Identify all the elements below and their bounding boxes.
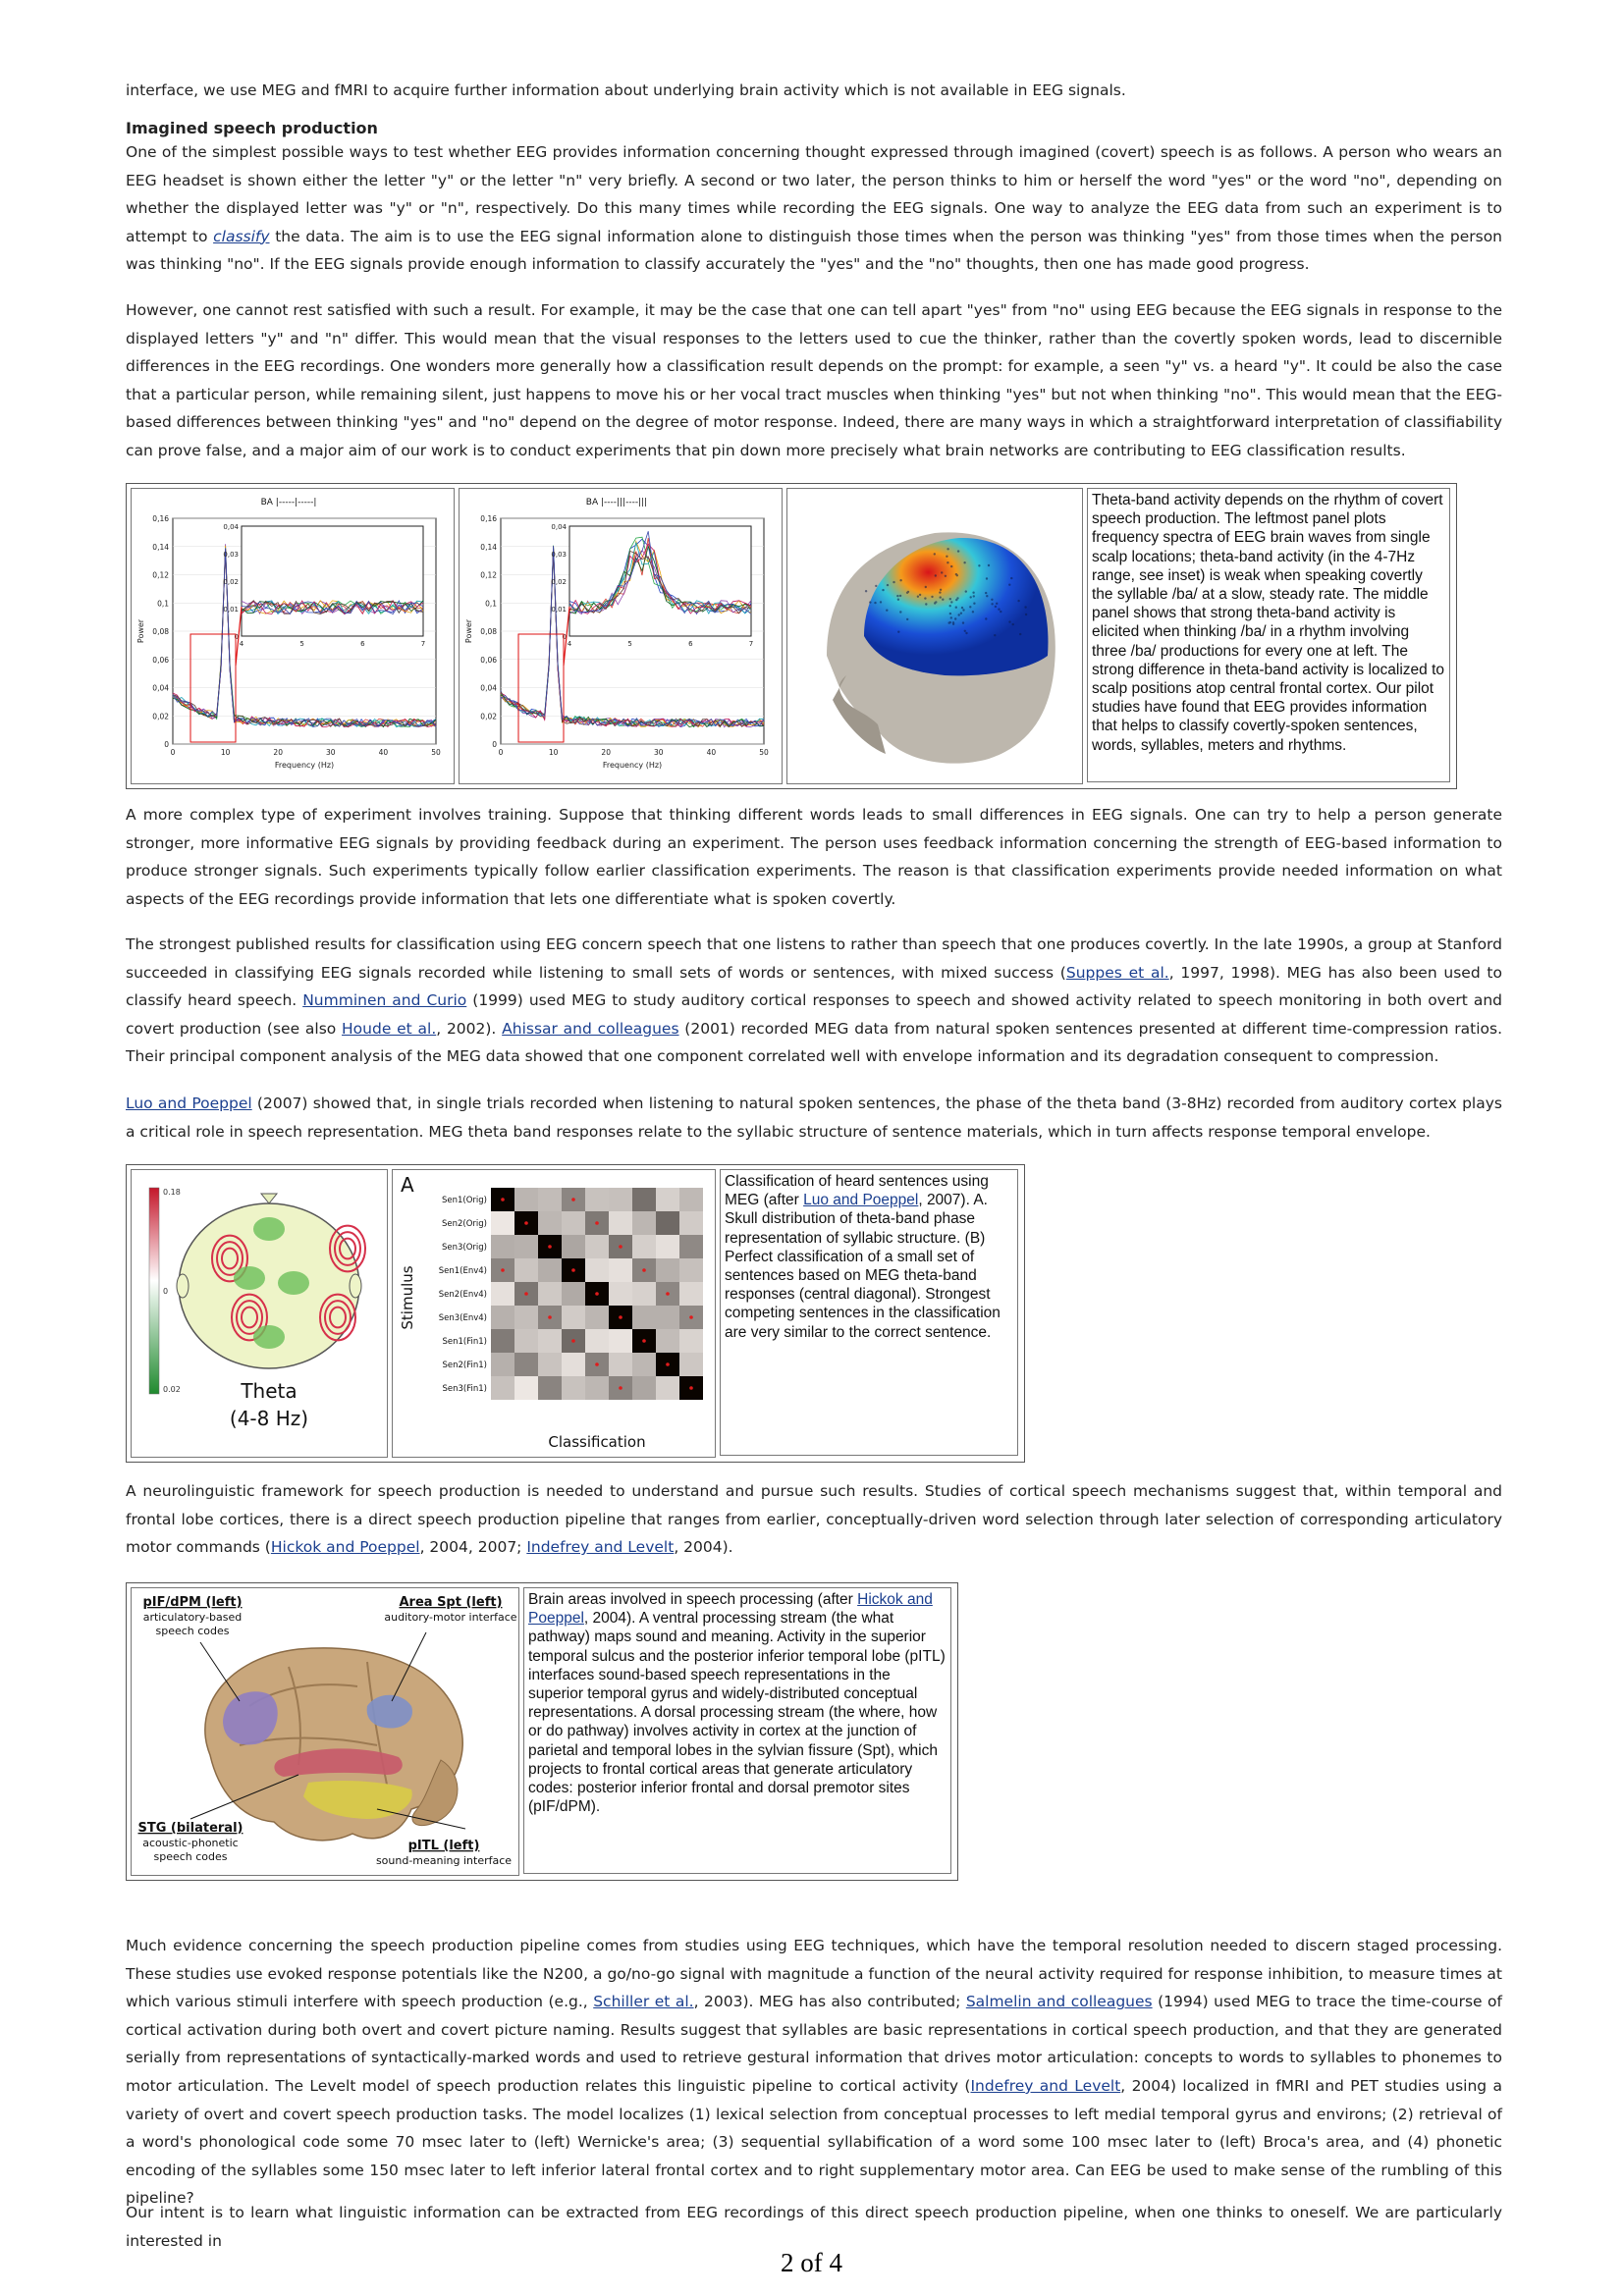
matrix-y-label: Stimulus (399, 1265, 416, 1330)
electrode-dot (1025, 614, 1027, 615)
theta-label: Theta (241, 1379, 298, 1403)
fig3-hickok-poeppel-link[interactable]: Hickok and Poeppel (528, 1591, 933, 1628)
indefrey-levelt-link-2[interactable]: Indefrey and Levelt (970, 2076, 1121, 2095)
x-tick-label: 20 (601, 748, 611, 757)
electrode-dot (978, 564, 980, 566)
inset-y-tick: 0,04 (551, 523, 567, 531)
inset-y-tick: 0,01 (551, 606, 567, 614)
intro-paragraph (126, 77, 1502, 105)
inset-y-tick: 0,01 (223, 606, 239, 614)
confusion-matrix (392, 1169, 716, 1458)
inset-y-tick: 0 (562, 633, 567, 641)
x-tick-label: 30 (654, 748, 664, 757)
inset-y-tick: 0,03 (551, 551, 567, 559)
electrode-dot (986, 577, 988, 579)
theta-topomap-image (132, 1170, 387, 1457)
matrix-cell (656, 1329, 679, 1353)
matrix-cell (609, 1211, 632, 1235)
matrix-cell (679, 1258, 703, 1282)
electrode-dot (899, 611, 901, 613)
matrix-marker (501, 1198, 505, 1201)
matrix-marker (571, 1198, 575, 1201)
x-axis-label: Frequency (Hz) (274, 761, 335, 770)
y-tick-label: 0,08 (152, 627, 169, 636)
matrix-cell (585, 1376, 609, 1400)
inset-x-tick: 6 (688, 640, 693, 648)
label-pitl-sub1: sound-meaning interface (375, 1854, 513, 1867)
scalp-topography (786, 488, 1083, 784)
paragraph-yes-no: One of the simplest possible ways to test whether EEG provides information concerning thought expressed through imagined (covert) speech is as follows. A person who wears an EEG headset is shown either the letter "y" or the letter "n" very briefly. A second or two later, the person thinks to him or herself the word "yes" or the word "no", depending on whether the displayed letter was "y" or "n", respectively. Do this many times while recording the EEG signals. One way to analyze the EEG data from such an experiment is to attempt to classify the data. The aim is to use the EEG signal information alone to distinguish those times when the person was thinking "yes" from those times when the person was thinking "no". If the EEG signals provide enough information to classify accurately the "yes" and the "no" thoughts, then one has made good progress. (126, 143, 1502, 274)
electrode-dot (887, 584, 889, 586)
label-area-spt: Area Spt (left) (399, 1595, 503, 1610)
electrode-dot (962, 621, 964, 623)
electrode-dot (1017, 600, 1019, 602)
matrix-row-label: Sen1(Fin1) (442, 1337, 487, 1347)
paragraph-training: A more complex type of experiment involves training. Suppose that thinking different words leads to small differences in EEG signals. One can try to help a person generate stronger, more informative EEG signals by providing feedback during an experiment. The person uses feedback information concerning the strength of EEG-based information to produce stronger signals. Such experiments typically follow earlier classification experiments. The reason is that classification experiments provide needed information on what aspects of the EEG recordings provide information that lets one differentiate what is spoken covertly. (126, 806, 1502, 908)
electrode-dot (952, 621, 954, 623)
matrix-cell (632, 1353, 656, 1376)
electrode-dot (964, 630, 966, 632)
electrode-dot (962, 609, 964, 611)
electrode-dot (949, 613, 951, 614)
electrode-dot (935, 574, 937, 576)
x-tick-label: 20 (273, 748, 283, 757)
electrode-dot (965, 590, 967, 592)
electrode-dot (954, 617, 956, 619)
inset-x-tick: 7 (748, 640, 754, 648)
electrode-dot (949, 598, 951, 600)
electrode-dot (893, 581, 894, 583)
matrix-cell (632, 1306, 656, 1329)
matrix-cell (491, 1306, 514, 1329)
spectrum-chart-steady (132, 489, 454, 783)
matrix-cell (656, 1376, 679, 1400)
matrix-cell (538, 1258, 562, 1282)
y-tick-label: 0 (492, 740, 497, 749)
salmelin-link[interactable]: Salmelin and colleagues (965, 1993, 1153, 2011)
ahissar-link[interactable]: Ahissar and colleagues (502, 1019, 679, 1038)
label-pif-dpm: pIF/dPM (left) (142, 1595, 243, 1610)
electrode-dot (1019, 633, 1021, 635)
section-imagined-speech (126, 118, 1502, 139)
matrix-row-label: Sen2(Orig) (442, 1219, 487, 1229)
numminen-curio-link[interactable]: Numminen and Curio (302, 991, 467, 1010)
brain-lateral-view-image (132, 1588, 518, 1875)
matrix-cell (632, 1282, 656, 1306)
houde-link[interactable]: Houde et al. (342, 1019, 437, 1038)
matrix-cell (562, 1235, 585, 1258)
topo-negative-area (278, 1271, 309, 1295)
matrix-cell (632, 1211, 656, 1235)
electrode-dot (955, 599, 957, 601)
paragraph-caveats: However, one cannot rest satisfied with such a result. For example, it may be the case that one can tell apart "yes" from "no" using EEG because the EEG signals in response to the displayed letters "y" and "n" differ. This would mean that the visual responses to the letters used to cue the thinker, rather than the covertly spoken words, lead to discernible differences in the EEG recordings. One wonders more generally how a classification result depends on the prompt: for example, a seen "y" vs. a heard "y". It could be also the case that a particular person, while remaining silent, just happens to move his or her vocal tract muscles when thinking "yes" but not when thinking "no". This would mean that the EEG-based differences between thinking "yes" and "no" depend on the degree of motor response. Indeed, there are many ways in which a straightforward interpretation of classifiability can prove false, and a major aim of our work is to conduct experiments that pin down more precisely what brain networks are contributing to EEG classification results. (126, 301, 1502, 459)
matrix-cell (514, 1306, 538, 1329)
matrix-marker (619, 1315, 622, 1319)
matrix-cell (585, 1188, 609, 1211)
matrix-cell (514, 1353, 538, 1376)
electrode-dot (965, 632, 967, 634)
matrix-cell (585, 1258, 609, 1282)
electrode-dot (1008, 620, 1010, 622)
label-pitl: pITL (left) (407, 1839, 480, 1853)
electrode-dot (945, 575, 947, 577)
electrode-dot (896, 595, 898, 597)
electrode-dot (985, 592, 987, 594)
matrix-cell (679, 1235, 703, 1258)
inset-frame (242, 526, 423, 636)
electrode-dot (972, 592, 974, 594)
matrix-cell (656, 1258, 679, 1282)
scale-bot-label: 0.02 (163, 1385, 181, 1394)
confusion-matrix-chart (393, 1170, 715, 1457)
fig2-luo-poeppel-link[interactable]: Luo and Poeppel (803, 1192, 919, 1209)
y-tick-label: 0,16 (480, 514, 497, 523)
y-tick-label: 0,04 (152, 683, 169, 693)
matrix-cell (514, 1329, 538, 1353)
y-axis-label: Power (136, 618, 145, 644)
matrix-cell (491, 1211, 514, 1235)
scale-top-label: 0.18 (163, 1188, 181, 1197)
electrode-dot (919, 594, 921, 596)
matrix-row-label: Sen1(Env4) (438, 1266, 487, 1276)
matrix-cell (679, 1282, 703, 1306)
electrode-dot (942, 599, 944, 601)
electrode-dot (991, 603, 993, 605)
electrode-dot (957, 550, 959, 552)
figure-meg-classification (126, 1164, 1025, 1463)
matrix-cell (585, 1235, 609, 1258)
matrix-cell (491, 1235, 514, 1258)
matrix-marker (619, 1386, 622, 1390)
x-tick-label: 50 (431, 748, 441, 757)
matrix-cell (514, 1258, 538, 1282)
indefrey-levelt-link[interactable]: Indefrey and Levelt (526, 1538, 675, 1557)
matrix-marker (689, 1315, 693, 1319)
electrode-dot (1010, 577, 1012, 579)
inset-y-tick: 0,03 (223, 551, 239, 559)
electrode-dot (988, 564, 990, 566)
electrode-dot (994, 634, 996, 636)
matrix-cell (538, 1188, 562, 1211)
x-tick-label: 30 (326, 748, 336, 757)
theta-range-label: (4-8 Hz) (229, 1407, 309, 1430)
inset-x-tick: 7 (420, 640, 426, 648)
electrode-dot (950, 616, 952, 618)
y-tick-label: 0,14 (152, 542, 169, 552)
paragraph-framework: A neurolinguistic framework for speech production is needed to understand and pursue such results. Studies of cortical speech mechanisms suggest that, within temporal and frontal lobe cortices, there is a direct speech production pipeline that ranges from earlier, conceptually-driven word selection through later selection of corresponding articulatory motor commands (Hickok and Poeppel, 2004, 2007; Indefrey and Levelt, 2004). (126, 1482, 1502, 1557)
matrix-marker (666, 1362, 670, 1366)
matrix-marker (595, 1221, 599, 1225)
y-tick-label: 0 (164, 740, 169, 749)
matrix-cell (679, 1211, 703, 1235)
matrix-cell (609, 1188, 632, 1211)
inset-y-tick: 0,04 (223, 523, 239, 531)
electrode-dot (969, 606, 971, 608)
label-stg-sub2: speech codes (153, 1850, 228, 1863)
label-stg: STG (bilateral) (137, 1821, 243, 1836)
matrix-cell (609, 1353, 632, 1376)
electrode-dot (875, 585, 877, 587)
matrix-cell (514, 1376, 538, 1400)
topo-negative-area (234, 1266, 265, 1290)
topo-negative-area (253, 1325, 285, 1349)
electrode-dot (907, 591, 909, 593)
electrode-dot (998, 609, 1000, 611)
electrode-dot (880, 601, 882, 603)
matrix-marker (571, 1268, 575, 1272)
matrix-marker (524, 1221, 528, 1225)
inset-x-tick: 5 (627, 640, 632, 648)
x-tick-label: 0 (498, 748, 504, 757)
y-tick-label: 0,1 (485, 599, 497, 609)
electrode-dot (897, 631, 899, 633)
plot-title: BA |-----|-----| (260, 498, 317, 507)
electrode-dot (955, 573, 957, 575)
electrode-dot (940, 596, 942, 598)
label-pif-dpm-sub2: speech codes (155, 1625, 230, 1637)
electrode-dot (973, 595, 975, 597)
electrode-dot (935, 601, 937, 603)
suppes-link[interactable]: Suppes et al. (1065, 963, 1169, 982)
matrix-cell (538, 1282, 562, 1306)
electrode-dot (899, 595, 901, 597)
y-tick-label: 0,04 (480, 683, 497, 693)
inset-y-tick: 0 (234, 633, 239, 641)
matrix-cell (491, 1329, 514, 1353)
matrix-cell (609, 1282, 632, 1306)
matrix-marker (548, 1315, 552, 1319)
figure3-caption: Brain areas involved in speech processing (after Hickok and Poeppel, 2004). A ventral processing stream (the what pathway) maps sound and meaning. Activity in the superior temporal sulcus and the posterior inferior temporal lobe (pITL) interfaces sound-based speech representations in the superior temporal gyrus and widely-distributed conceptual representations. A dorsal processing stream (the where, how or do pathway) involves activity in cortex at the junction of parietal and temporal lobes in the sylvian fissure (Spt), which projects to frontal cortical areas that generate articulatory codes: posterior inferior frontal and dorsal premotor sites (pIF/dPM). (523, 1587, 951, 1874)
y-tick-label: 0,1 (157, 599, 169, 609)
spectrum-chart-rhythm (460, 489, 782, 783)
electrode-dot (882, 589, 884, 591)
matrix-marker (501, 1268, 505, 1272)
matrix-cell (609, 1258, 632, 1282)
electrode-dot (955, 607, 957, 609)
y-tick-label: 0,12 (480, 570, 497, 580)
electrode-dot (946, 556, 947, 558)
matrix-cell (679, 1353, 703, 1376)
electrode-dot (940, 589, 942, 591)
x-tick-label: 40 (706, 748, 717, 757)
electrode-dot (886, 610, 888, 612)
matrix-row-label: Sen2(Fin1) (442, 1361, 487, 1370)
figure-theta-rhythm (126, 483, 1457, 789)
matrix-marker (595, 1362, 599, 1366)
matrix-cell (656, 1211, 679, 1235)
electrode-dot (949, 621, 951, 623)
matrix-cell (585, 1329, 609, 1353)
matrix-cell (514, 1188, 538, 1211)
figure1-caption: Theta-band activity depends on the rhythm of covert speech production. The leftmost panel plots frequency spectra of EEG brain waves from single scalp locations; theta-band activity (in the 4-7Hz range, see inset) is weak when speaking covertly the syllable /ba/ at a slow, steady rate. The middle panel shows that strong theta-band activity is elicited when thinking /ba/ in a rhythm involving three /ba/ productions for every one at left. The strong difference in theta-band activity is localized to scalp positions atop central frontal cortex. Our pilot studies have found that EEG provides information that helps to classify covertly-spoken sentences, words, syllables, meters and rhythms. (1087, 488, 1450, 782)
electrode-dot (925, 603, 927, 605)
section-heading: Imagined speech production (126, 119, 378, 137)
y-tick-label: 0,06 (480, 655, 497, 665)
inset-y-tick: 0,02 (551, 578, 567, 586)
matrix-cell (656, 1306, 679, 1329)
matrix-marker (666, 1292, 670, 1296)
matrix-marker (689, 1386, 693, 1390)
y-tick-label: 0,08 (480, 627, 497, 636)
panel-letter: A (401, 1173, 414, 1197)
matrix-cell (656, 1235, 679, 1258)
matrix-cell (632, 1235, 656, 1258)
matrix-marker (571, 1339, 575, 1343)
inset-x-tick: 4 (567, 640, 572, 648)
paragraph-pipeline-evidence: Much evidence concerning the speech production pipeline comes from studies using EEG techniques, which have the temporal resolution needed to discern staged processing. These studies use evoked response potentials like the N200, a go/no-go signal with magnitude a function of the neural activity required for response inhibition, to measure times at which various stimuli interfere with speech production (e.g., Schiller et al., 2003). MEG has also contributed; Salmelin and colleagues (1994) used MEG to trace the time-course of cortical activation during both overt and covert picture naming. Results suggest that syllables are basic representations in cortical speech production, and that they are generated serially from representations of syntactically-marked words and used to retrieve gestural information that drives motor articulation: concepts to words to syllables to phonemes to motor articulation. The Levelt model of speech production relates this linguistic pipeline to cortical activity (Indefrey and Levelt, 2004) localized in fMRI and PET studies using a variety of overt and covert speech production tasks. The model localizes (1) lexical selection from conceptual processes to left medial temporal gyrus and environs; (2) retrieval of a word's phonological code some 70 msec later to (left) Wernicke's area; (3) sequential syllabification of a word some 100 msec later to (left) Broca's area, and (4) phonetic encoding of the syllables some 150 msec later to left inferior lateral frontal cortex and to right supplementary motor area. Can EEG be used to make sense of the rumbling of this pipeline? (126, 1937, 1502, 2208)
hickok-poeppel-link[interactable]: Hickok and Poeppel (270, 1538, 420, 1557)
schiller-link[interactable]: Schiller et al. (593, 1993, 694, 2011)
matrix-row-label: Sen3(Orig) (442, 1243, 487, 1253)
electrode-dot (906, 618, 908, 620)
matrix-cell (538, 1329, 562, 1353)
electrode-dot (986, 595, 988, 597)
electrode-dot (961, 607, 963, 609)
figure2-caption: Classification of heard sentences using MEG (after Luo and Poeppel, 2007). A. Skull distribution of theta-band phase representation of syllabic structure. (B) Perfect classification of a small set of sentences based on MEG theta-band responses (central diagonal). Strongest competing sentences in the classification are very similar to the correct sentence. (720, 1169, 1018, 1456)
y-tick-label: 0,02 (480, 712, 497, 721)
matrix-cell (562, 1376, 585, 1400)
x-tick-label: 10 (548, 748, 559, 757)
electrode-dot (960, 613, 962, 614)
matrix-row-label: Sen1(Orig) (442, 1196, 487, 1205)
matrix-cell (538, 1353, 562, 1376)
label-area-spt-sub1: auditory-motor interface (384, 1611, 517, 1624)
matrix-marker (595, 1292, 599, 1296)
y-tick-label: 0,16 (152, 514, 169, 523)
matrix-row-label: Sen3(Env4) (438, 1313, 487, 1323)
matrix-cell (632, 1376, 656, 1400)
matrix-marker (524, 1292, 528, 1296)
label-stg-sub1: acoustic-phonetic (142, 1837, 239, 1849)
matrix-row-label: Sen3(Fin1) (442, 1384, 487, 1394)
theta-topomap (131, 1169, 388, 1458)
electrode-dot (991, 599, 993, 601)
electrode-dot (925, 586, 927, 588)
electrode-dot (963, 561, 965, 563)
electrode-dot (939, 591, 941, 593)
electrode-dot (970, 596, 972, 598)
matrix-x-label: Classification (548, 1433, 646, 1451)
x-tick-label: 0 (170, 748, 176, 757)
matrix-cell (679, 1329, 703, 1353)
electrode-dot (947, 561, 948, 563)
y-tick-label: 0,12 (152, 570, 169, 580)
electrode-dot (934, 553, 936, 555)
paragraph-intent: Our intent is to learn what linguistic information can be extracted from EEG recordings of this direct speech production pipeline, when one thinks to oneself. We are particularly interested in (126, 2204, 1502, 2250)
electrode-dot (899, 579, 901, 581)
x-axis-label: Frequency (Hz) (602, 761, 663, 770)
matrix-cell (679, 1188, 703, 1211)
inset-x-tick: 6 (360, 640, 365, 648)
matrix-cell (538, 1376, 562, 1400)
electrode-dot (924, 597, 926, 599)
electrode-dot (973, 603, 975, 605)
classify-link[interactable]: classify (213, 227, 270, 245)
inset-y-tick: 0,02 (223, 578, 239, 586)
spectrum-plot-rhythm (459, 488, 783, 784)
matrix-cell (514, 1235, 538, 1258)
matrix-cell (632, 1188, 656, 1211)
matrix-marker (619, 1245, 622, 1249)
y-tick-label: 0,14 (480, 542, 497, 552)
electrode-dot (958, 614, 960, 615)
inset-x-tick: 4 (239, 640, 244, 648)
figure-speech-brain-areas (126, 1582, 958, 1881)
y-axis-label: Power (464, 618, 473, 644)
electrode-dot (1012, 623, 1014, 625)
electrode-dot (972, 611, 974, 613)
electrode-dot (1000, 611, 1001, 613)
electrode-dot (1008, 584, 1010, 586)
luo-poeppel-link[interactable]: Luo and Poeppel (126, 1095, 252, 1112)
y-tick-label: 0,06 (152, 655, 169, 665)
inset-x-tick: 5 (299, 640, 304, 648)
matrix-cell (562, 1306, 585, 1329)
electrode-dot (995, 606, 997, 608)
matrix-cell (538, 1211, 562, 1235)
page-number: 2 of 4 (781, 2248, 842, 2277)
electrode-dot (950, 565, 952, 567)
electrode-dot (947, 548, 948, 550)
matrix-cell (585, 1306, 609, 1329)
matrix-row-label: Sen2(Env4) (438, 1290, 487, 1300)
matrix-cell (562, 1353, 585, 1376)
matrix-cell (609, 1329, 632, 1353)
matrix-marker (642, 1339, 646, 1343)
spectrum-plot-steady (131, 488, 455, 784)
electrode-dot (985, 617, 987, 619)
paragraph-published-results: The strongest published results for classification using EEG concern speech that one listens to rather than speech that one produces covertly. In the late 1990s, a group at Stanford succeeded in classifying EEG signals recorded while listening to small sets of words or sentences, with mixed success (Suppes et al., 1997, 1998). MEG has also been used to classify heard speech. Numminen and Curio (1999) used MEG to study auditory cortical responses to speech and showed activity related to speech monitoring in both overt and covert production (see also Houde et al., 2002). Ahissar and colleagues (2001) recorded MEG data from natural spoken sentences presented at different time-compression ratios. Their principal component analysis of the MEG data showed that one component correlated well with envelope information and its degradation consequent to compression. (126, 935, 1503, 1066)
electrode-dot (874, 602, 876, 604)
matrix-marker (548, 1245, 552, 1249)
matrix-marker (642, 1268, 646, 1272)
matrix-cell (491, 1282, 514, 1306)
matrix-cell (491, 1353, 514, 1376)
electrode-dot (950, 601, 952, 603)
electrode-dot (996, 603, 998, 605)
electrode-dot (941, 571, 943, 573)
scale-mid-label: 0 (163, 1287, 169, 1296)
paragraph-luo-poeppel: Luo and Poeppel (2007) showed that, in single trials recorded when listening to natural spoken sentences, the phase of the theta band (3-8Hz) recorded from auditory cortex plays a critical role in speech representation. MEG theta band responses relate to the syllabic structure of sentence materials, which in turn affects response temporal envelope. (126, 1095, 1502, 1141)
topo-negative-area (253, 1217, 285, 1241)
electrode-dot (869, 601, 871, 603)
x-tick-label: 40 (378, 748, 389, 757)
matrix-cell (562, 1282, 585, 1306)
electrode-dot (1024, 606, 1026, 608)
paragraph-interface: interface, we use MEG and fMRI to acquire further information about underlying brain activity which is not available in EEG signals. (126, 81, 1126, 99)
matrix-cell (656, 1188, 679, 1211)
electrode-dot (931, 596, 933, 598)
electrode-dot (897, 599, 899, 601)
matrix-cell (491, 1376, 514, 1400)
brain-areas-diagram (131, 1587, 519, 1876)
matrix-cell (562, 1211, 585, 1235)
y-tick-label: 0,02 (152, 712, 169, 721)
electrode-dot (865, 590, 867, 592)
x-tick-label: 10 (220, 748, 231, 757)
electrode-dot (949, 605, 951, 607)
electrode-dot (917, 596, 919, 598)
plot-title: BA |----|||----||| (585, 498, 648, 507)
x-tick-label: 50 (759, 748, 769, 757)
head-scalp-map-image (787, 489, 1082, 783)
label-pif-dpm-sub1: articulatory-based (142, 1611, 243, 1624)
